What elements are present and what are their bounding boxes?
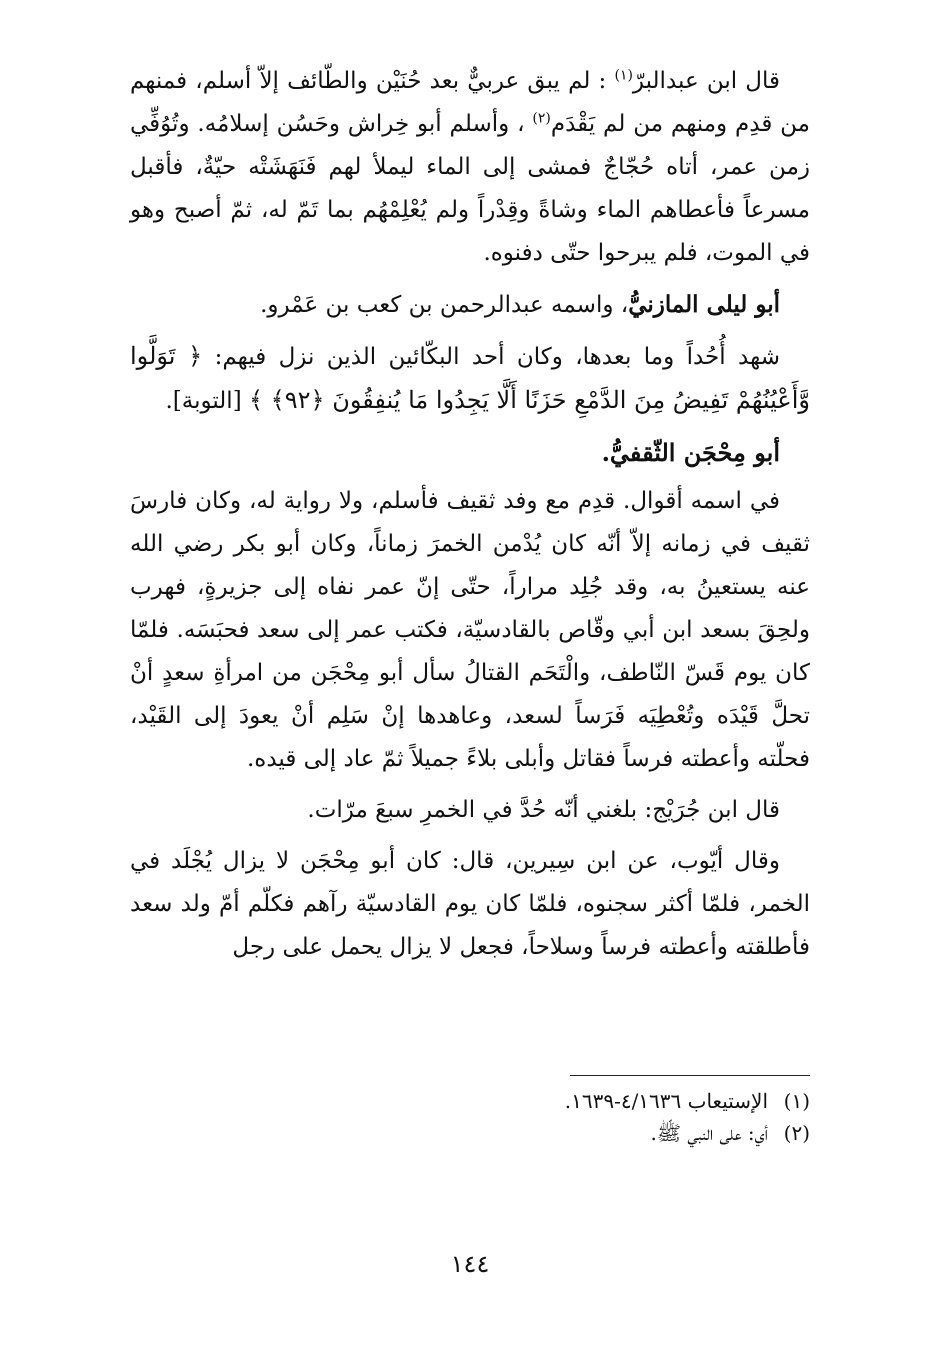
text-segment: قال ابن عبدالبرّ bbox=[632, 68, 780, 94]
page-body bbox=[130, 60, 810, 977]
section-heading-abu-mihjan bbox=[130, 431, 810, 474]
section-heading-abu-layla: أبو ليلى المازنيُّ bbox=[628, 291, 780, 318]
footnote-marker[interactable]: (٢) bbox=[532, 110, 551, 127]
page-number: ١٤٤ bbox=[450, 1250, 490, 1278]
heading-end: . bbox=[601, 438, 610, 467]
verse-reference: [التوبة]. bbox=[165, 388, 249, 414]
paragraph-ibn-abdulbarr bbox=[130, 60, 810, 275]
footnote-marker[interactable]: (١) bbox=[614, 67, 633, 84]
quran-verse: ﴿ تَوَلَّوا وَّأَعْيُنُهُمْ تَفِيضُ مِنَ الدَّمْعِ حَزَنًا أَلَّا يَجِدُوا مَا يُنفِقُونَ ﴿٩٢﴾ ﴾ bbox=[130, 342, 810, 414]
paragraph-ibn-jurayj: قال ابن جُرَيْج: بلغني أنّه حُدَّ في الخمرِ سبعَ مرّات. bbox=[307, 797, 780, 823]
paragraph-abu-layla bbox=[130, 283, 810, 327]
text-segment: : لم يبق عربيٌّ بعد حُنَيْن والطّائف إلاّ أسلم، فمنهم من قدِم ومنهم من لم يَقْدَم bbox=[130, 68, 810, 137]
paragraph-ayyub: وقال أيّوب، عن ابن سِيرين، قال: كان أبو مِحْجَن لا يزال يُجْلَد في الخمر، فلمّا أكثر سجنوه، فلمّا كان يوم القادسيّة رآهم فكلّم أمّ ولد سعد فأطلقته وأعطته فرساً وسلاحاً، فجعل لا يزال يحمل على رجل bbox=[130, 848, 810, 960]
footnote-number: (١) bbox=[783, 1089, 810, 1113]
paragraph-shahid bbox=[130, 335, 810, 423]
footnote-divider bbox=[570, 1075, 810, 1076]
footnote-number: (٢) bbox=[783, 1121, 810, 1145]
text-segment: ، واسمه عبدالرحمن بن كعب بن عَمْرو. bbox=[260, 292, 629, 318]
footnote-text: أي: على النبي ﷺ. bbox=[650, 1121, 768, 1145]
footnote-item bbox=[330, 1117, 810, 1149]
heading-text: أبو مِحْجَن الثّقفيُّ bbox=[609, 438, 780, 467]
footnotes bbox=[330, 1085, 810, 1149]
paragraph-mihjan: في اسمه أقوال. قدِم مع وفد ثقيف فأسلم، ولا رواية له، وكان فارسَ ثقيف في زمانه إلاّ أنّه كان يُدْمن الخمرَ زماناً، وكان أبو بكر رضي الله عنه يستعينُ به، وقد جُلِد مراراً، حتّى إنّ عمر نفاه إلى جزيرةٍ، فهرب ولحِقَ بسعد ابن أبي وقّاص بالقادسيّة، فكتب عمر إلى سعد فحبَسَه. فلمّا كان يوم قَسّ النّاطف، والْتَحَم القتالُ سأل أبو مِحْجَن من امرأةِ سعدٍ أنْ تحلَّ قَيْدَه وتُعْطِيَه فَرَساً لسعد، وعاهدها إنْ سَلِم أنْ يعودَ إلى القَيْد، فحلّته وأعطته فرساً فقاتل وأبلى بلاءً جميلاً ثمّ عاد إلى قيده. bbox=[130, 488, 810, 772]
text-segment: ، وأسلم أبو خِراش وحَسُن إسلامُه. وتُوُفِّي زمن عمر، أتاه حُجّاجٌ فمشى إلى الماء ليملأ لهم فَنَهَشَتْه حيّةٌ، فأقبل مسرعاً فأعطاهم الماء وشاةً وقِدْراً ولم يُعْلِمْهُم بما تَمّ له، ثمّ أصبح وهو في الموت، فلم يبرحوا حتّى دفنوه. bbox=[130, 111, 810, 266]
footnote-item bbox=[330, 1085, 810, 1117]
text-segment: شهد أُحُداً وما بعدها، وكان أحد البكّائين الذين نزل فيهم: bbox=[202, 344, 780, 370]
footnote-text: الإستيعاب ٤/١٦٣٦-١٦٣٩. bbox=[564, 1089, 768, 1113]
